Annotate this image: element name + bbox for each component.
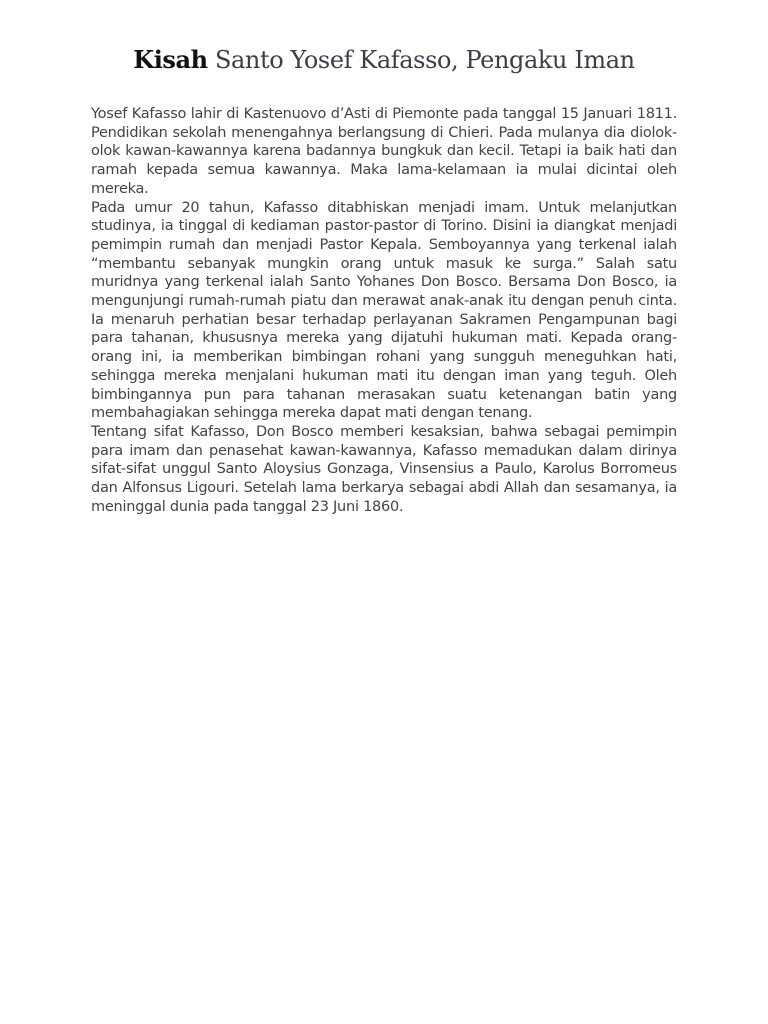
title-first-word: Kisah	[133, 45, 208, 74]
title-rest: Santo Yosef Kafasso, Pengaku Iman	[214, 46, 635, 74]
document-title	[0, 44, 768, 76]
paragraph-birth: Yosef Kafasso lahir di Kastenuovo d’Asti di Piemonte pada tanggal 15 Januari 1811. Pendidikan sekolah menengahnya berlangsung di Chieri. Pada mulanya dia diolok-olok kawan-kawannya karena badannya bungkuk dan kecil. Tetapi ia baik hati dan ramah kepada semua kawannya. Maka lama-kelamaan ia mulai dicintai oleh mereka.	[91, 106, 677, 197]
document-body	[91, 105, 677, 516]
paragraph-priesthood: Pada umur 20 tahun, Kafasso ditabhiskan menjadi imam. Untuk melanjutkan studinya, ia tinggal di kediaman pastor-pastor di Torino. Disini ia diangkat menjadi pemimpin rumah dan menjadi Pastor Kepala. Semboyannya yang terkenal ialah “membantu sebanyak mungkin orang untuk masuk ke surga.” Salah satu muridnya yang terkenal ialah Santo Yohanes Don Bosco. Bersama Don Bosco, ia mengunjungi rumah-rumah piatu dan merawat anak-anak itu dengan penuh cinta. Ia menaruh perhatian besar terhadap perlayanan Sakramen Pengampunan bagi para tahanan, khususnya mereka yang dijatuhi hukuman mati. Kepada orang-orang ini, ia memberikan bimbingan rohani yang sungguh meneguhkan hati, sehingga mereka menjalani hukuman mati itu dengan iman yang teguh. Oleh bimbingannya pun para tahanan merasakan suatu ketenangan batin yang membahagiakan sehingga mereka dapat mati dengan tenang.	[91, 199, 677, 422]
paragraph-testimony: Tentang sifat Kafasso, Don Bosco memberi kesaksian, bahwa sebagai pemimpin para imam dan penasehat kawan-kawannya, Kafasso memadukan dalam dirinya sifat-sifat unggul Santo Aloysius Gonzaga, Vinsensius a Paulo, Karolus Borromeus dan Alfonsus Ligouri. Setelah lama berkarya sebagai abdi Allah dan sesamanya, ia meninggal dunia pada tanggal 23 Juni 1860.	[91, 423, 677, 515]
